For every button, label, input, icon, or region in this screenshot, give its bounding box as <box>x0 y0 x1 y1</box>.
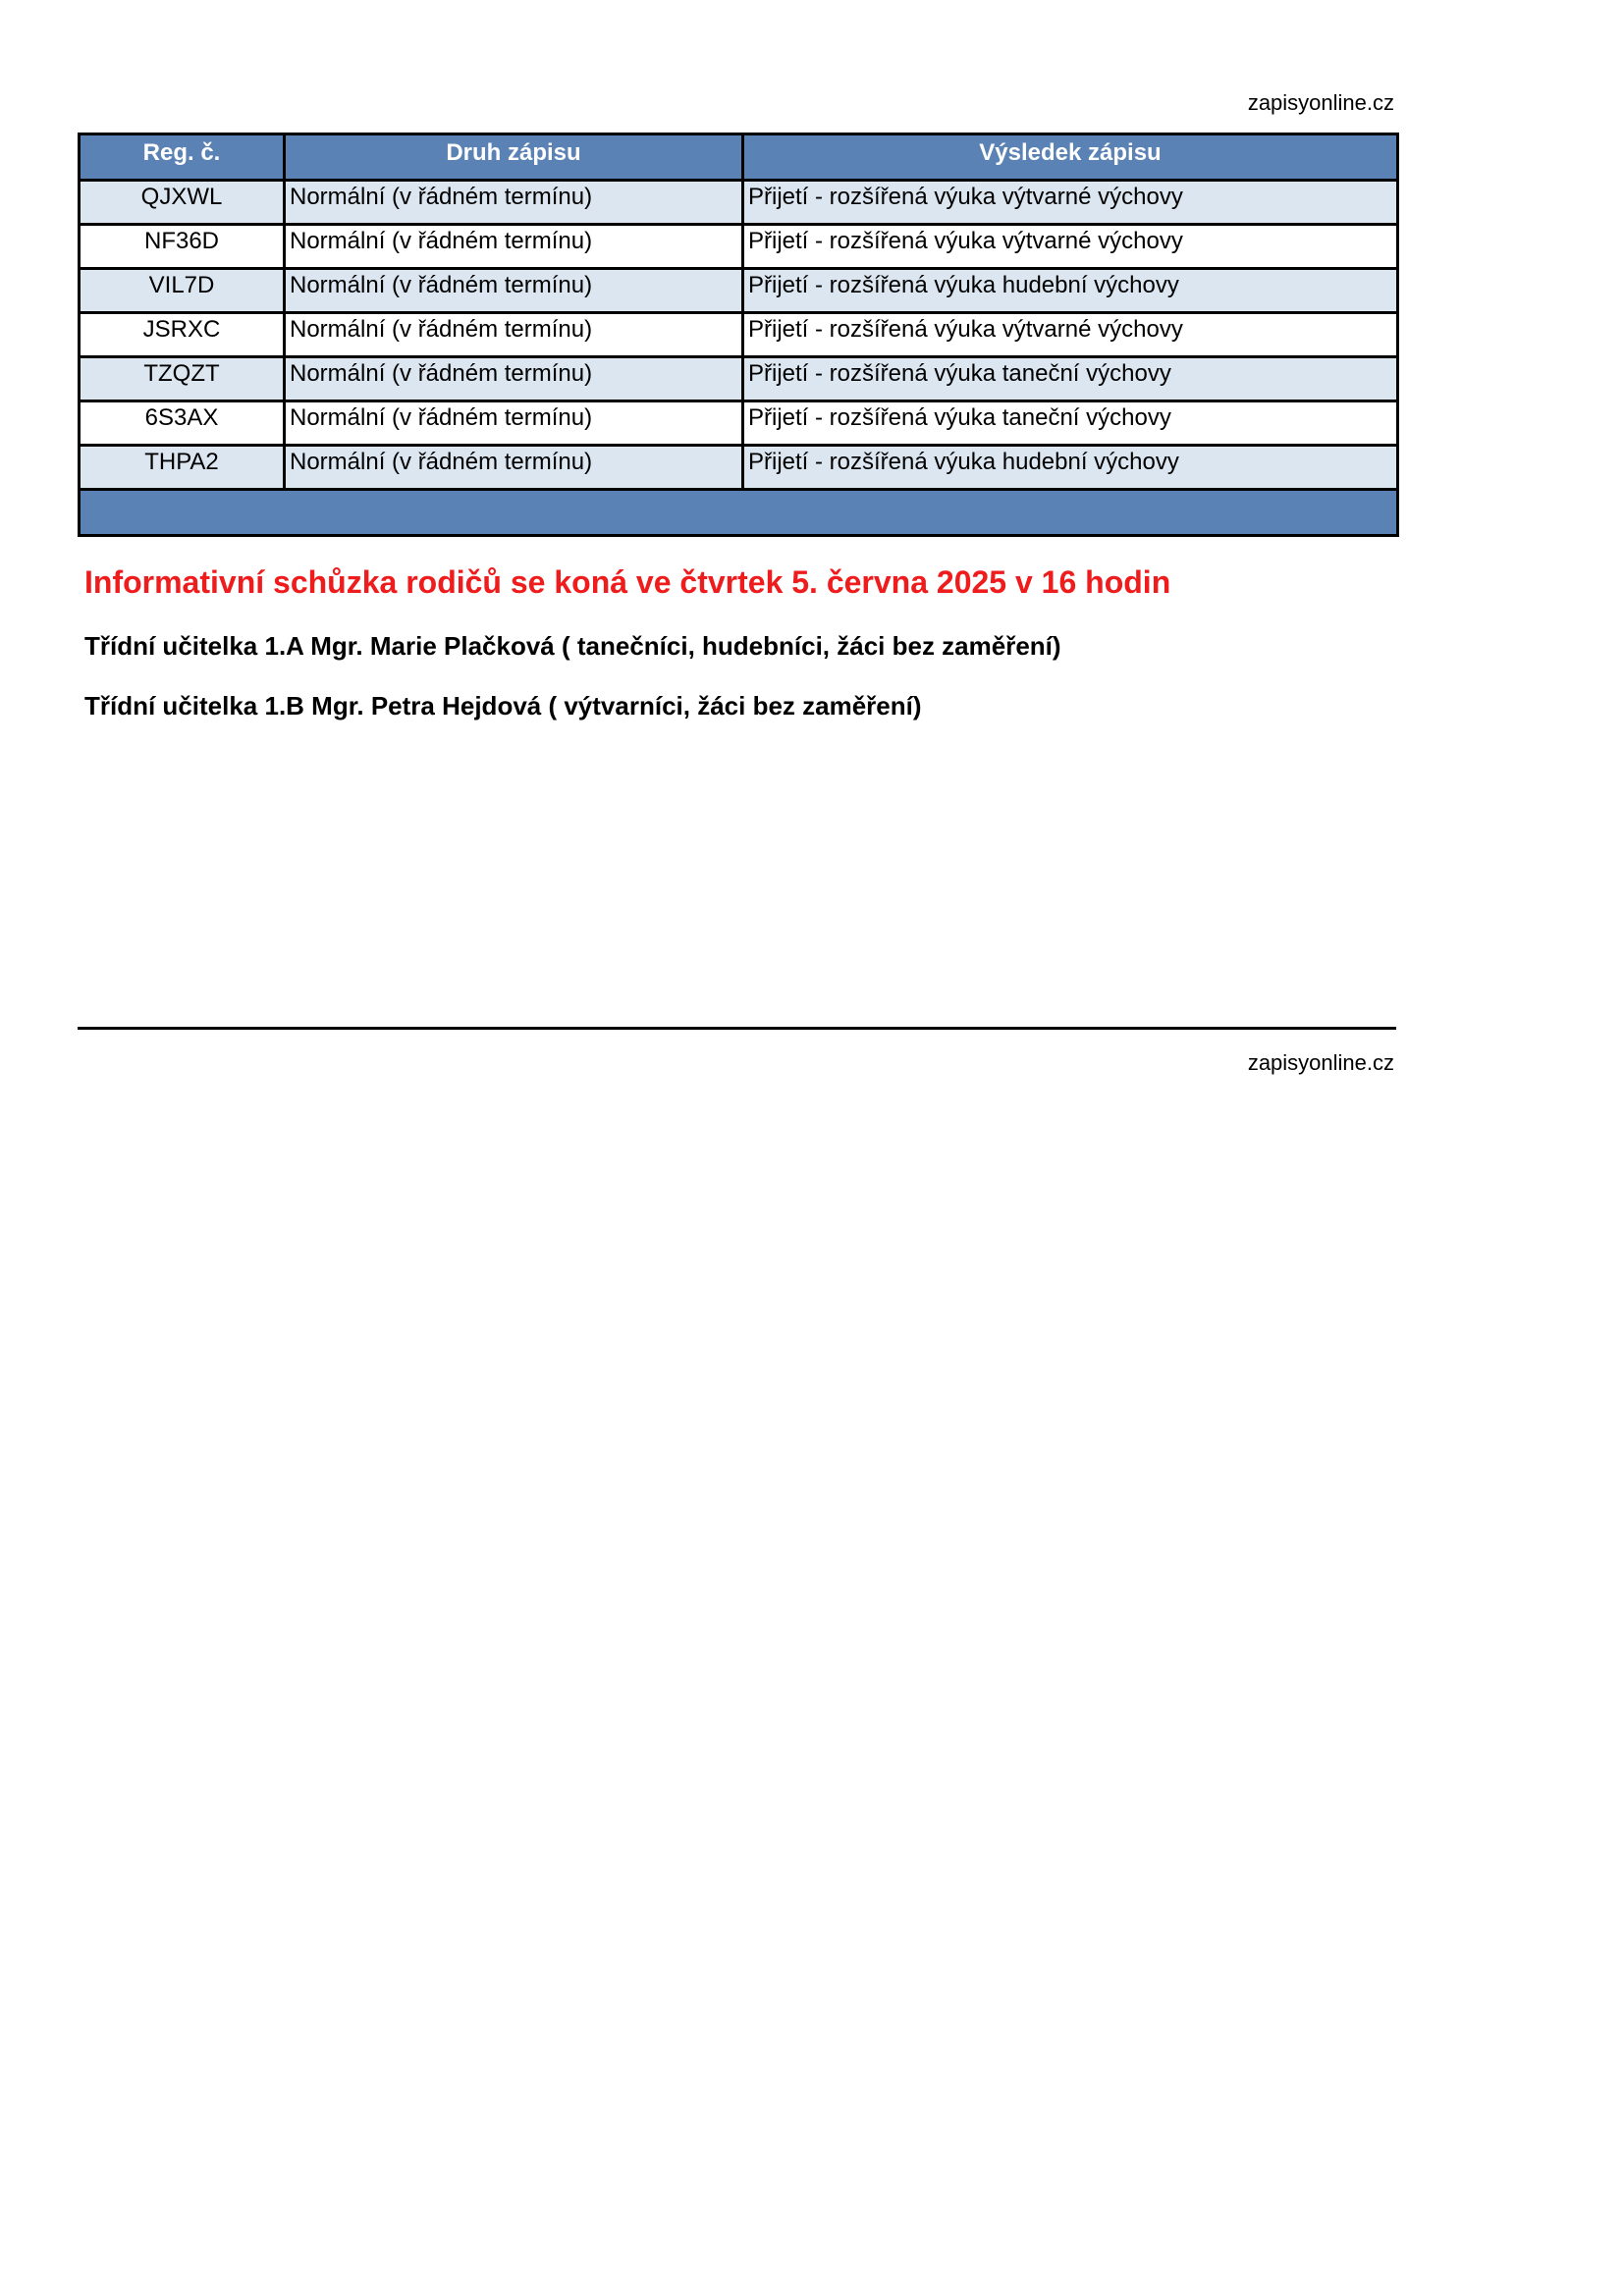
enrollment-result-cell: Přijetí - rozšířená výuka výtvarné výchovy <box>743 313 1398 357</box>
enrollment-result-cell: Přijetí - rozšířená výuka taneční výchovy <box>743 401 1398 446</box>
enrollment-result-cell: Přijetí - rozšířená výuka výtvarné výchovy <box>743 181 1398 225</box>
enrollment-result-cell: Přijetí - rozšířená výuka taneční výchovy <box>743 357 1398 401</box>
reg-number-cell: THPA2 <box>80 446 285 490</box>
table-footer-row <box>80 490 1398 536</box>
table-row <box>80 269 1398 313</box>
table-header-row <box>80 134 1398 181</box>
enrollment-result-cell: Přijetí - rozšířená výuka výtvarné výchovy <box>743 225 1398 269</box>
column-header-type: Druh zápisu <box>285 134 743 181</box>
reg-number-cell: VIL7D <box>80 269 285 313</box>
enrollment-type-cell: Normální (v řádném termínu) <box>285 357 743 401</box>
class-teacher-1b: Třídní učitelka 1.B Mgr. Petra Hejdová ( výtvarníci, žáci bez zaměření) <box>84 691 922 721</box>
enrollment-type-cell: Normální (v řádném termínu) <box>285 181 743 225</box>
column-header-reg: Reg. č. <box>80 134 285 181</box>
table-row <box>80 313 1398 357</box>
footer-site-name: zapisyonline.cz <box>1247 1050 1394 1075</box>
class-teacher-1a: Třídní učitelka 1.A Mgr. Marie Plačková ( taneční​ci, hudebníci, žáci bez zaměření) <box>84 631 1061 661</box>
enrollment-type-cell: Normální (v řádném termínu) <box>285 225 743 269</box>
column-header-result: Výsledek zápisu <box>743 134 1398 181</box>
header-site-name: zapisyonline.cz <box>1247 90 1394 115</box>
parent-meeting-notice: Informativní schůzka rodičů se koná ve čtvrtek 5. června 2025 v 16 hodin <box>84 564 1171 600</box>
enrollment-result-cell: Přijetí - rozšířená výuka hudební výchovy <box>743 446 1398 490</box>
reg-number-cell: QJXWL <box>80 181 285 225</box>
enrollment-type-cell: Normální (v řádném termínu) <box>285 313 743 357</box>
reg-number-cell: TZQZT <box>80 357 285 401</box>
table-row <box>80 401 1398 446</box>
table-footer-cell <box>80 490 1398 536</box>
reg-number-cell: NF36D <box>80 225 285 269</box>
enrollment-type-cell: Normální (v řádném termínu) <box>285 401 743 446</box>
reg-number-cell: 6S3AX <box>80 401 285 446</box>
table-row <box>80 225 1398 269</box>
enrollment-type-cell: Normální (v řádném termínu) <box>285 446 743 490</box>
enrollment-result-cell: Přijetí - rozšířená výuka hudební výchovy <box>743 269 1398 313</box>
enrollment-type-cell: Normální (v řádném termínu) <box>285 269 743 313</box>
page-divider <box>78 1027 1396 1030</box>
table-row <box>80 181 1398 225</box>
table-row <box>80 446 1398 490</box>
reg-number-cell: JSRXC <box>80 313 285 357</box>
table-row <box>80 357 1398 401</box>
results-table <box>78 133 1399 537</box>
